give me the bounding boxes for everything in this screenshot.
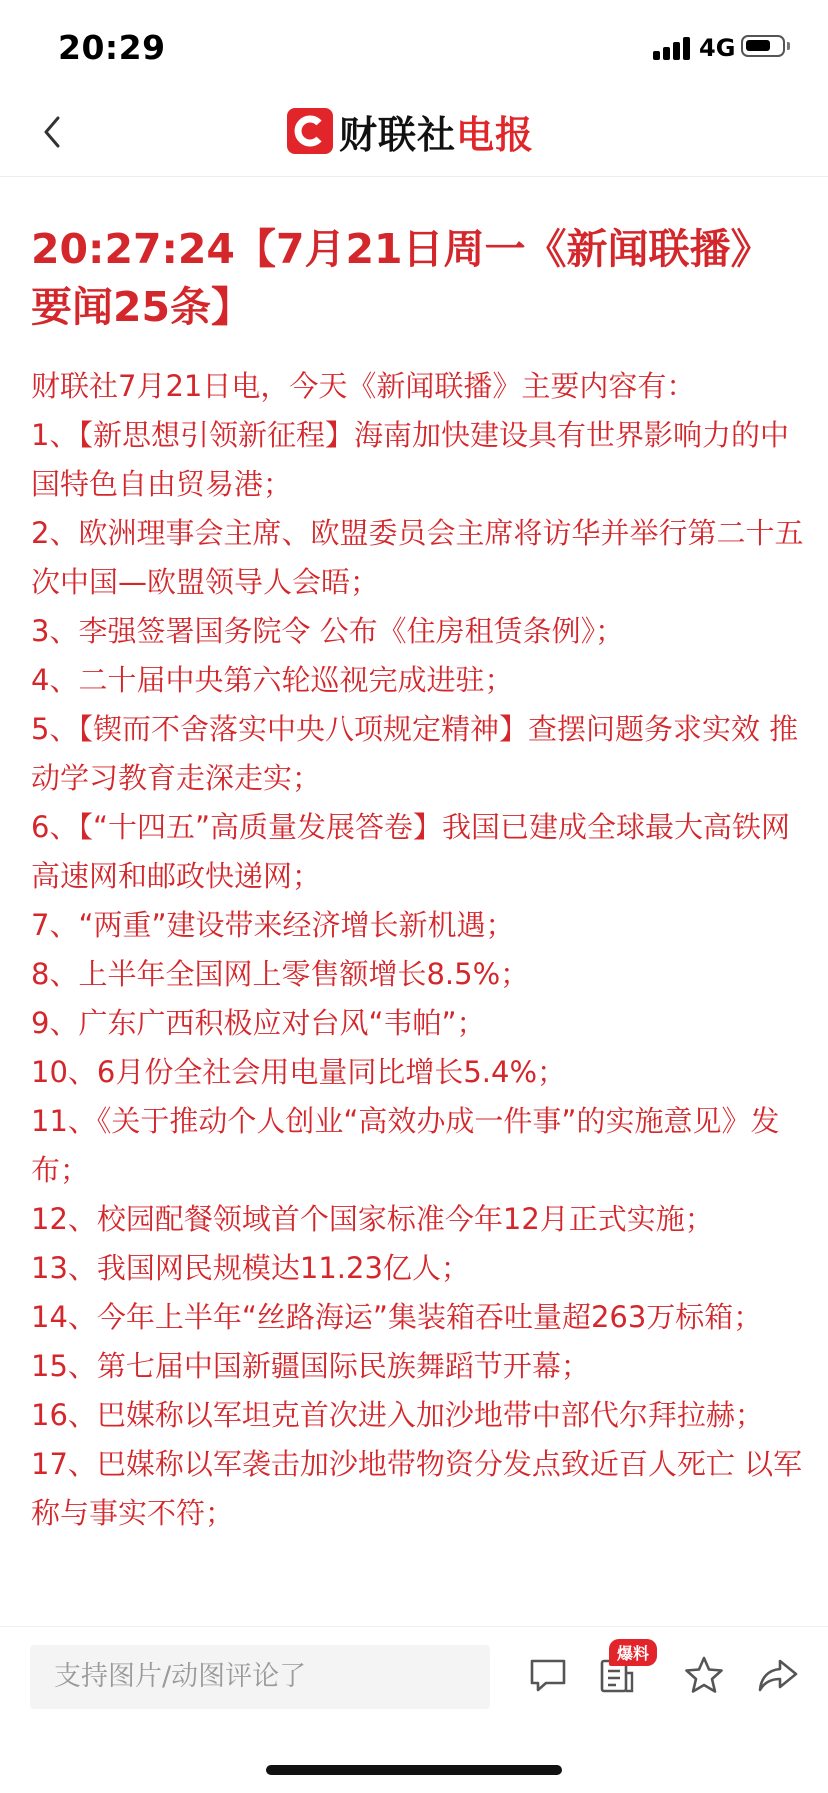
favorite-button[interactable] <box>682 1653 726 1697</box>
news-item: 15、第七届中国新疆国际民族舞蹈节开幕； <box>31 1349 590 1383</box>
network-type: 4G <box>699 34 736 62</box>
news-item: 6、【“十四五”高质量发展答卷】我国已建成全球最大高铁网 高速网和邮政快递网； <box>31 810 790 893</box>
article-paragraph: 财联社7月21日电，今天《新闻联播》主要内容有： <box>31 369 696 403</box>
home-indicator[interactable] <box>266 1765 562 1775</box>
news-item: 12、校园配餐领域首个国家标准今年12月正式实施； <box>31 1202 714 1236</box>
news-item: 1、【新思想引领新征程】海南加快建设具有世界影响力的中国特色自由贸易港； <box>31 418 789 501</box>
news-item: 4、二十届中央第六轮巡视完成进驻； <box>31 663 514 697</box>
news-item: 16、巴媒称以军坦克首次进入加沙地带中部代尔拜拉赫； <box>31 1398 764 1432</box>
news-item: 14、今年上半年“丝路海运”集装箱吞吐量超263万标箱； <box>31 1300 763 1334</box>
news-item: 3、李强签署国务院令 公布《住房租赁条例》； <box>31 614 625 648</box>
comment-input[interactable]: 支持图片/动图评论了 <box>30 1645 490 1709</box>
news-item: 5、【锲而不舍落实中央八项规定精神】查摆问题务求实效 推动学习教育走深走实； <box>31 712 799 795</box>
battery-icon <box>741 35 785 57</box>
share-button[interactable] <box>756 1653 800 1697</box>
cls-logo-icon <box>287 108 333 154</box>
news-item: 7、“两重”建设带来经济增长新机遇； <box>31 908 515 942</box>
news-item: 2、欧洲理事会主席、欧盟委员会主席将访华并举行第二十五次中国—欧盟领导人会晤； <box>31 516 804 599</box>
news-item: 9、广东广西积极应对台风“韦帕”； <box>31 1006 486 1040</box>
status-bar <box>0 0 828 100</box>
news-item: 13、我国网民规模达11.23亿人； <box>31 1251 470 1285</box>
share-icon <box>756 1653 800 1697</box>
signal-icon <box>653 36 693 60</box>
back-button[interactable] <box>40 112 70 152</box>
article-headline: 20:27:24【7月21日周一《新闻联播》要闻25条】 <box>31 225 772 331</box>
chevron-left-icon <box>40 112 70 152</box>
nav-bar <box>0 100 828 177</box>
bottom-action-bar <box>0 1626 828 1793</box>
news-item: 8、上半年全国网上零售额增长8.5%； <box>31 957 530 991</box>
battery-tip <box>787 42 790 50</box>
status-time: 20:29 <box>58 28 166 67</box>
news-item: 17、巴媒称以军袭击加沙地带物资分发点致近百人死亡 以军称与事实不符； <box>31 1447 803 1530</box>
brand-suffix: 电报 <box>456 112 535 157</box>
news-item: 10、6月份全社会用电量同比增长5.4%； <box>31 1055 567 1089</box>
star-icon <box>682 1653 726 1697</box>
article-body <box>31 362 807 1538</box>
comment-icon <box>526 1653 570 1697</box>
news-item: 11、《关于推动个人创业“高效办成一件事”的实施意见》发布； <box>31 1104 780 1187</box>
brand-logo <box>287 106 534 156</box>
brand-name: 财联社 <box>339 112 457 157</box>
tip-badge[interactable]: 爆料 <box>609 1639 657 1666</box>
comment-button[interactable] <box>526 1653 570 1697</box>
